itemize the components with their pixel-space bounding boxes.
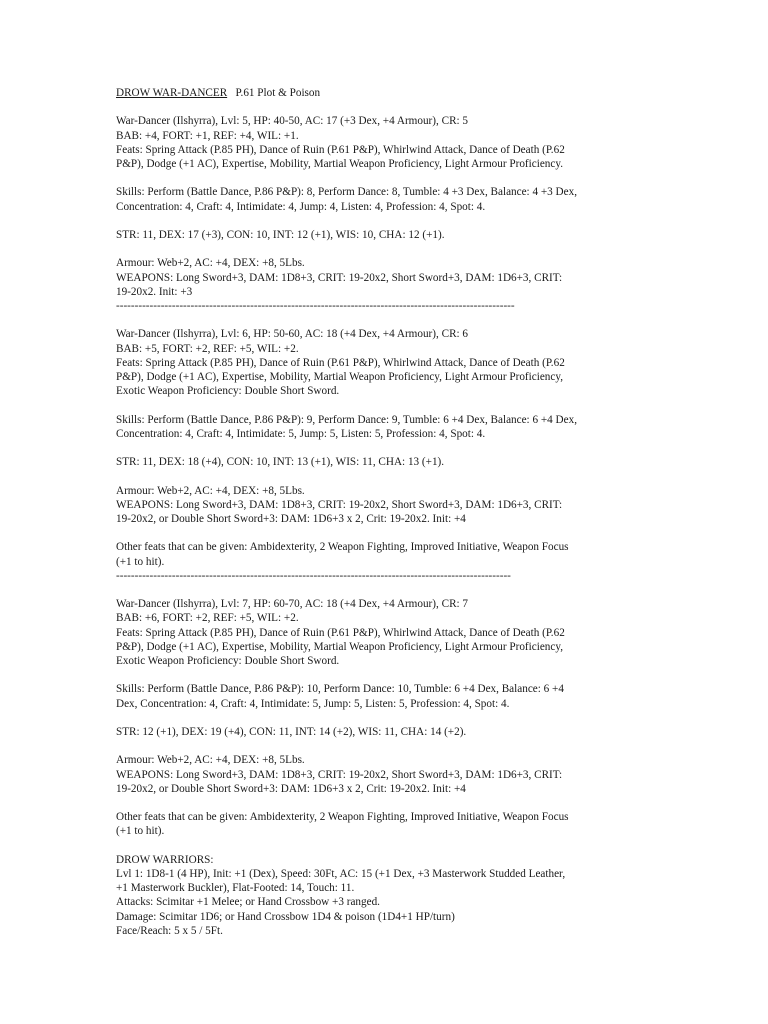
text-line: (+1 to hit). xyxy=(116,825,165,838)
text-line: Attacks: Scimitar +1 Melee; or Hand Crossbow +3 ranged. xyxy=(116,896,380,909)
document-header xyxy=(116,86,656,100)
text-line: Feats: Spring Attack (P.85 PH), Dance of Ruin (P.61 P&P), Whirlwind Attack, Dance of Death (P.62 xyxy=(116,626,565,639)
text-line: Armour: Web+2, AC: +4, DEX: +8, 5Lbs. xyxy=(116,754,305,767)
text-line: Feats: Spring Attack (P.85 PH), Dance of Ruin (P.61 P&P), Whirlwind Attack, Dance of Death (P.62 xyxy=(116,356,565,369)
text-line: BAB: +6, FORT: +2, REF: +5, WIL: +2. xyxy=(116,612,299,625)
text-line: War-Dancer (Ilshyrra), Lvl: 6, HP: 50-60, AC: 18 (+4 Dex, +4 Armour), CR: 6 xyxy=(116,328,469,341)
text-line: Other feats that can be given: Ambidexterity, 2 Weapon Fighting, Improved Initiative, Weapon Focus xyxy=(116,811,569,824)
spacer xyxy=(116,739,656,753)
text-line: +1 Masterwork Buckler), Flat-Footed: 14, Touch: 11. xyxy=(116,882,355,895)
spacer xyxy=(116,583,656,597)
spacer xyxy=(116,526,656,540)
spacer xyxy=(116,668,656,682)
text-line: WEAPONS: Long Sword+3, DAM: 1D8+3, CRIT: 19-20x2, Short Sword+3, DAM: 1D6+3, CRIT: xyxy=(116,498,563,511)
text-line: (+1 to hit). xyxy=(116,555,165,568)
text-line: WEAPONS: Long Sword+3, DAM: 1D8+3, CRIT: 19-20x2, Short Sword+3, DAM: 1D6+3, CRIT: xyxy=(116,271,563,284)
text-line: Other feats that can be given: Ambidexterity, 2 Weapon Fighting, Improved Initiative, Weapon Focus xyxy=(116,541,569,554)
text-line: Skills: Perform (Battle Dance, P.86 P&P): 9, Perform Dance: 9, Tumble: 6 +4 Dex, Balance: 6 +4 Dex, xyxy=(116,413,577,426)
text-line: Armour: Web+2, AC: +4, DEX: +8, 5Lbs. xyxy=(116,484,305,497)
spacer xyxy=(116,441,656,455)
document-title: DROW WAR-DANCER xyxy=(116,87,228,99)
source-reference: P.61 Plot & Poison xyxy=(235,87,321,99)
section-divider: ----------------------------------------------------------------------------------------------------------- xyxy=(116,299,515,312)
text-line: Armour: Web+2, AC: +4, DEX: +8, 5Lbs. xyxy=(116,257,305,270)
text-line: Lvl 1: 1D8-1 (4 HP), Init: +1 (Dex), Speed: 30Ft, AC: 15 (+1 Dex, +3 Masterwork Studded Leather, xyxy=(116,867,566,880)
text-line: P&P), Dodge (+1 AC), Expertise, Mobility, Martial Weapon Proficiency, Light Armour Proficiency, xyxy=(116,370,564,383)
spacer xyxy=(116,100,656,114)
text-line: P&P), Dodge (+1 AC), Expertise, Mobility, Martial Weapon Proficiency, Light Armour Proficiency. xyxy=(116,158,564,170)
text-line: Feats: Spring Attack (P.85 PH), Dance of Ruin (P.61 P&P), Whirlwind Attack, Dance of Death (P.62 xyxy=(116,143,565,156)
spacer xyxy=(116,839,656,853)
text-line: Exotic Weapon Proficiency: Double Short Sword. xyxy=(116,654,340,667)
spacer xyxy=(116,313,656,327)
text-line: War-Dancer (Ilshyrra), Lvl: 7, HP: 60-70, AC: 18 (+4 Dex, +4 Armour), CR: 7 xyxy=(116,598,469,611)
text-line: P&P), Dodge (+1 AC), Expertise, Mobility, Martial Weapon Proficiency, Light Armour Proficiency, xyxy=(116,640,564,653)
spacer xyxy=(116,796,656,810)
text-line: Concentration: 4, Craft: 4, Intimidate: 5, Jump: 5, Listen: 5, Profession: 4, Spot: 4. xyxy=(116,427,486,440)
text-line: 19-20x2. Init: +3 xyxy=(116,285,193,298)
spacer xyxy=(116,398,656,412)
text-line: WEAPONS: Long Sword+3, DAM: 1D8+3, CRIT: 19-20x2, Short Sword+3, DAM: 1D6+3, CRIT: xyxy=(116,768,563,781)
document-page xyxy=(116,86,656,938)
text-line: Concentration: 4, Craft: 4, Intimidate: 4, Jump: 4, Listen: 4, Profession: 4, Spot: 4. xyxy=(116,200,486,213)
text-line: 19-20x2, or Double Short Sword+3: DAM: 1D6+3 x 2, Crit: 19-20x2. Init: +4 xyxy=(116,512,466,525)
text-line: Skills: Perform (Battle Dance, P.86 P&P): 10, Perform Dance: 10, Tumble: 6 +4 Dex, Balance: 6 +4 xyxy=(116,683,564,696)
text-line: Dex, Concentration: 4, Craft: 4, Intimidate: 5, Jump: 5, Listen: 5, Profession: 4, Spot: 4. xyxy=(116,697,510,710)
text-line: Damage: Scimitar 1D6; or Hand Crossbow 1D4 & poison (1D4+1 HP/turn) xyxy=(116,910,455,923)
spacer xyxy=(116,214,656,228)
text-line: Skills: Perform (Battle Dance, P.86 P&P): 8, Perform Dance: 8, Tumble: 4 +3 Dex, Balance: 4 +3 Dex, xyxy=(116,186,577,199)
text-line: STR: 11, DEX: 17 (+3), CON: 10, INT: 12 (+1), WIS: 10, CHA: 12 (+1). xyxy=(116,228,445,241)
spacer xyxy=(116,242,656,256)
spacer xyxy=(116,171,656,185)
document-body xyxy=(116,114,656,938)
text-line: BAB: +4, FORT: +1, REF: +4, WIL: +1. xyxy=(116,129,299,142)
spacer xyxy=(116,469,656,483)
spacer xyxy=(116,711,656,725)
text-line: Face/Reach: 5 x 5 / 5Ft. xyxy=(116,924,223,937)
text-line: STR: 11, DEX: 18 (+4), CON: 10, INT: 13 (+1), WIS: 11, CHA: 13 (+1). xyxy=(116,456,445,469)
text-line: BAB: +5, FORT: +2, REF: +5, WIL: +2. xyxy=(116,342,299,355)
text-line: War-Dancer (Ilshyrra), Lvl: 5, HP: 40-50, AC: 17 (+3 Dex, +4 Armour), CR: 5 xyxy=(116,115,469,128)
section-divider: ---------------------------------------------------------------------------------------------------------- xyxy=(116,569,511,582)
text-line: STR: 12 (+1), DEX: 19 (+4), CON: 11, INT: 14 (+2), WIS: 11, CHA: 14 (+2). xyxy=(116,725,467,738)
text-line: DROW WARRIORS: xyxy=(116,853,214,866)
text-line: 19-20x2, or Double Short Sword+3: DAM: 1D6+3 x 2, Crit: 19-20x2. Init: +4 xyxy=(116,782,466,795)
text-line: Exotic Weapon Proficiency: Double Short Sword. xyxy=(116,385,340,398)
